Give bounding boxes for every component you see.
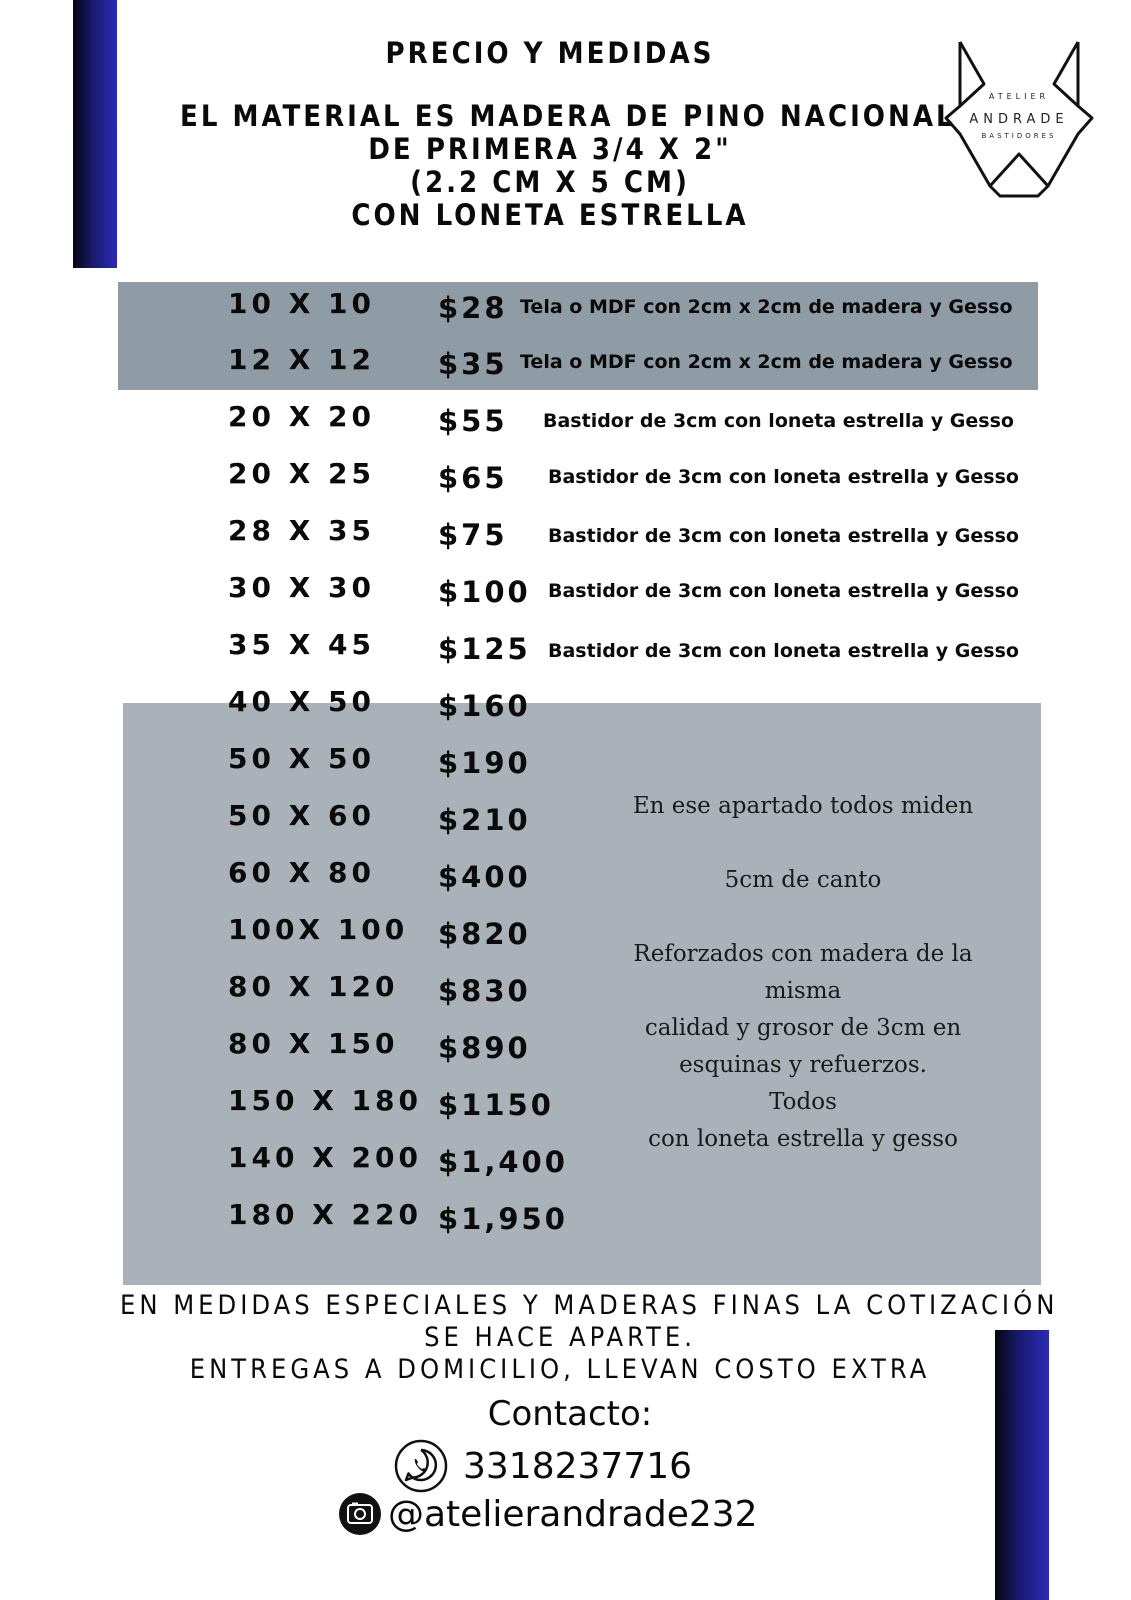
material-line: CON LONETA ESTRELLA (351, 198, 749, 232)
price-value: $100 (438, 575, 531, 609)
material-description (180, 99, 956, 232)
price-value: $210 (438, 803, 531, 837)
footer-line: EN MEDIDAS ESPECIALES Y MADERAS FINAS LA COTIZACIÓN (120, 1290, 1059, 1321)
item-description: Bastidor de 3cm con loneta estrella y Gesso (548, 580, 1019, 602)
price-value: $820 (438, 917, 531, 951)
size-label: 80 X 150 (228, 1027, 399, 1060)
size-label: 28 X 35 (228, 514, 376, 547)
size-label: 140 X 200 (228, 1141, 422, 1174)
size-label: 10 X 10 (228, 287, 376, 320)
price-value: $890 (438, 1031, 531, 1065)
info-line: calidad y grosor de 3cm en (644, 1015, 962, 1041)
instagram-handle[interactable]: @atelierandrade232 (388, 1493, 758, 1535)
info-line: 5cm de canto (724, 867, 882, 893)
price-value: $55 (438, 404, 508, 438)
logo-text-sub: BASTIDORES (981, 132, 1057, 140)
footer-line: ENTREGAS A DOMICILIO, LLEVAN COSTO EXTRA (189, 1354, 931, 1385)
large-sizes-info (612, 788, 994, 1158)
price-value: $160 (438, 689, 531, 723)
info-line: En ese apartado todos miden (632, 793, 974, 819)
price-value: $35 (438, 347, 508, 381)
logo-text-top: ATELIER (988, 92, 1050, 101)
size-label: 20 X 25 (228, 457, 376, 490)
info-line: misma (764, 978, 842, 1004)
atelier-logo (944, 36, 1094, 206)
size-label: 35 X 45 (228, 628, 376, 661)
price-value: $400 (438, 860, 531, 894)
contact-label: Contacto: (487, 1394, 653, 1434)
accent-bar-top (73, 0, 117, 268)
size-label: 20 X 20 (228, 400, 376, 433)
size-label: 12 X 12 (228, 343, 376, 376)
footer-notes (120, 1290, 1059, 1386)
material-line: (2.2 CM X 5 CM) (410, 165, 690, 199)
info-line: Todos (769, 1089, 837, 1115)
price-value: $1,400 (438, 1145, 568, 1179)
price-value: $125 (438, 632, 531, 666)
item-description: Bastidor de 3cm con loneta estrella y Gesso (548, 640, 1019, 662)
camera-icon (338, 1492, 382, 1536)
phone-number[interactable]: 3318237716 (463, 1445, 693, 1487)
price-value: $1150 (438, 1088, 554, 1122)
price-value: $830 (438, 974, 531, 1008)
size-label: 40 X 50 (228, 685, 376, 718)
phone-contact[interactable] (393, 1438, 692, 1494)
page-title: PRECIO Y MEDIDAS (385, 36, 715, 70)
item-description: Bastidor de 3cm con loneta estrella y Gesso (543, 410, 1014, 432)
price-value: $75 (438, 518, 508, 552)
size-label: 60 X 80 (228, 856, 376, 889)
price-value: $1,950 (438, 1202, 568, 1236)
material-line: DE PRIMERA 3/4 X 2" (368, 132, 732, 166)
size-label: 30 X 30 (228, 571, 376, 604)
whatsapp-icon (393, 1438, 449, 1494)
logo-text-main: ANDRADE (969, 112, 1069, 127)
price-value: $28 (438, 291, 508, 325)
material-line: EL MATERIAL ES MADERA DE PINO NACIONAL (180, 99, 956, 133)
size-label: 180 X 220 (228, 1198, 422, 1231)
info-line: con loneta estrella y gesso (648, 1126, 958, 1152)
size-label: 50 X 50 (228, 742, 376, 775)
size-label: 150 X 180 (228, 1084, 422, 1117)
size-label: 100X 100 (228, 913, 409, 946)
item-description: Bastidor de 3cm con loneta estrella y Gesso (548, 525, 1019, 547)
instagram-contact[interactable] (338, 1492, 758, 1536)
info-line: esquinas y refuerzos. (679, 1052, 927, 1078)
item-description: Bastidor de 3cm con loneta estrella y Gesso (548, 466, 1019, 488)
item-description: Tela o MDF con 2cm x 2cm de madera y Gesso (520, 351, 1013, 373)
footer-line: SE HACE APARTE. (424, 1322, 696, 1353)
price-value: $65 (438, 461, 508, 495)
item-description: Tela o MDF con 2cm x 2cm de madera y Gesso (520, 296, 1013, 318)
size-label: 80 X 120 (228, 970, 399, 1003)
accent-bar-bottom (995, 1330, 1049, 1600)
info-line: Reforzados con madera de la (633, 941, 973, 967)
price-value: $190 (438, 746, 531, 780)
size-label: 50 X 60 (228, 799, 376, 832)
